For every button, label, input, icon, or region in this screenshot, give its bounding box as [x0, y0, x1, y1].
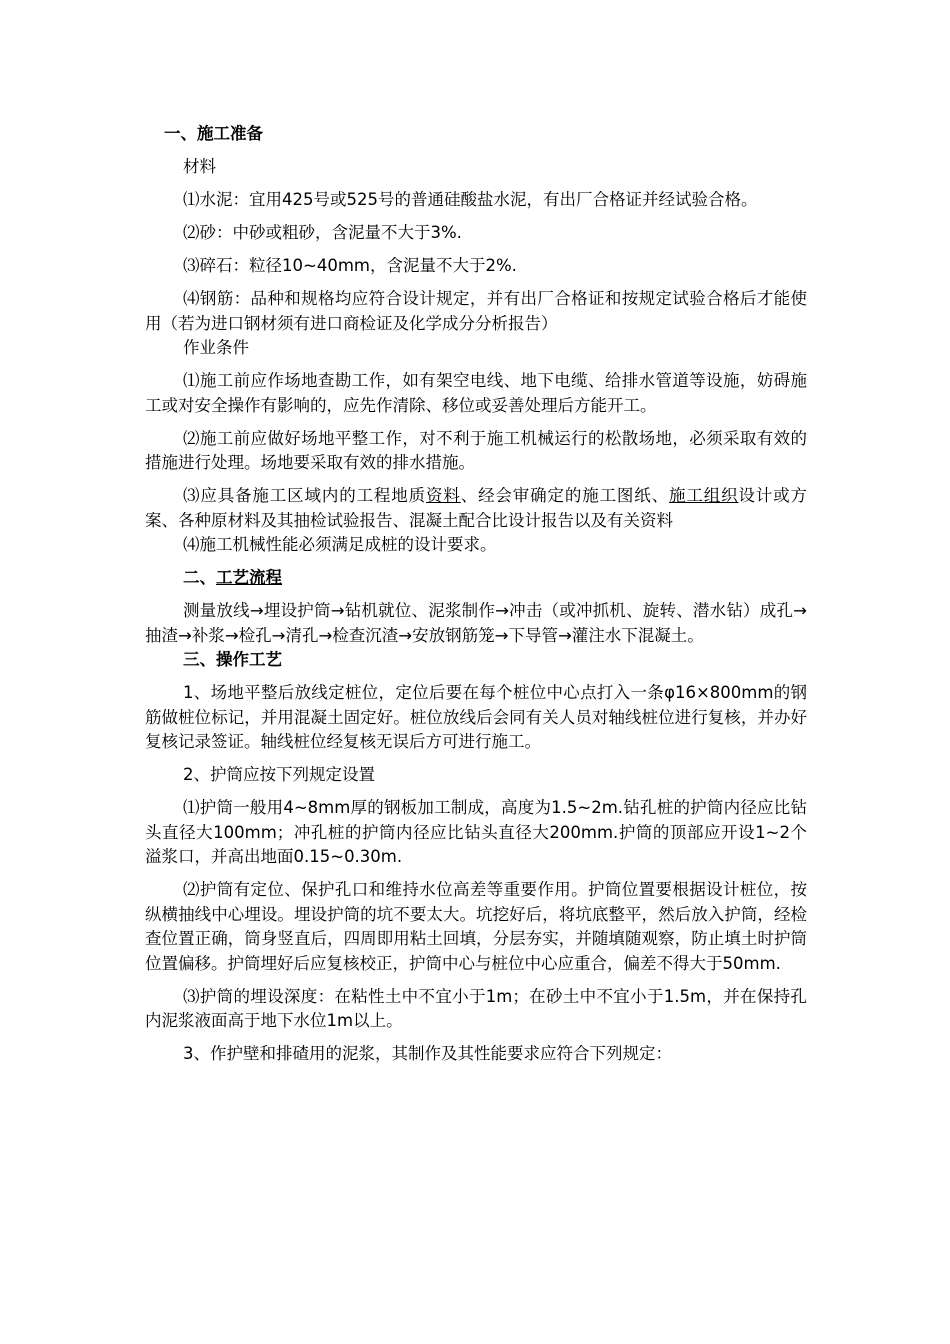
conditions-label: 作业条件	[183, 338, 249, 357]
step-3: 3、作护壁和排碴用的泥浆，其制作及其性能要求应符合下列规定：	[183, 1044, 672, 1063]
section-3-title: 三、操作工艺	[183, 650, 282, 669]
step-2: 2、护筒应按下列规定设置	[183, 765, 375, 784]
condition-3-text-a: ⑶应具备施工区域内的工程地质	[183, 486, 426, 505]
step-2-1: ⑴护筒一般用4~8mm厚的钢板加工制成，高度为1.5~2m.钻孔桩的护筒内径应比钻头直径大100mm；冲孔桩的护筒内径应比钻头直径大200mm.护筒的顶部应开设1~2个溢浆口，并高出地面0.15~0.30m.	[145, 798, 807, 866]
step-2-3: ⑶护筒的埋设深度：在粘性土中不宜小于1m；在砂土中不宜小于1.5m，并在保持孔内泥浆液面高于地下水位1m以上。	[145, 986, 807, 1030]
link-geology-data[interactable]: 资料	[426, 486, 461, 505]
condition-3	[145, 484, 807, 533]
condition-4: ⑷施工机械性能必须满足成桩的设计要求。	[183, 535, 497, 554]
section-1-title: 一、施工准备	[164, 124, 263, 143]
step-2-2: ⑵护筒有定位、保护孔口和维持水位高差等重要作用。护筒位置要根据设计桩位，按纵横抽线中心埋设。埋设护筒的坑不要太大。坑挖好后，将坑底整平，然后放入护筒，经检查位置正确，筒身竖直后，四周即用粘土回填，分层夯实，并随填随观察，防止填土时护筒位置偏移。护筒埋好后应复核校正，护筒中心与桩位中心应重合，偏差不得大于50mm.	[145, 880, 807, 973]
condition-3-text-e: 设计或方案、各种原材料及其抽检试验报告、混凝土配合比设计报告以及有关资料	[145, 486, 808, 530]
material-sand: ⑵砂：中砂或粗砂，含泥量不大于3%.	[183, 223, 462, 242]
condition-3-text-c: 、经会审确定的施工图纸、	[460, 486, 670, 505]
condition-2: ⑵施工前应做好场地平整工作，对不利于施工机械运行的松散场地，必须采取有效的措施进行处理。场地要采取有效的排水措施。	[145, 428, 807, 472]
material-rebar: ⑷钢筋：品种和规格均应符合设计规定，并有出厂合格证和按规定试验合格后才能使用（若为进口钢材须有进口商检证及化学成分分析报告）	[145, 289, 807, 333]
process-flow-text: 测量放线→埋设护筒→钻机就位、泥浆制作→冲击（或冲抓机、旋转、潜水钻）成孔→抽渣→补浆→检孔→清孔→检查沉渣→安放钢筋笼→下导管→灌注水下混凝土。	[145, 601, 807, 645]
section-2-title	[145, 566, 807, 591]
section-2-title-prefix: 二、	[183, 568, 216, 587]
condition-1: ⑴施工前应作场地查勘工作，如有架空电线、地下电缆、给排水管道等设施，妨碍施工或对安全操作有影响的，应先作清除、移位或妥善处理后方能开工。	[145, 371, 807, 415]
materials-label: 材料	[183, 157, 216, 176]
material-cement: ⑴水泥：宜用425号或525号的普通硅酸盐水泥，有出厂合格证并经试验合格。	[183, 190, 758, 209]
material-gravel: ⑶碎石：粒径10~40mm，含泥量不大于2%.	[183, 256, 517, 275]
link-construction-organization[interactable]: 施工组织	[669, 486, 739, 505]
document-body	[145, 122, 807, 1075]
link-process-flow[interactable]: 工艺流程	[216, 568, 282, 587]
step-1: 1、场地平整后放线定桩位，定位后要在每个桩位中心点打入一条φ16×800mm的钢筋做桩位标记，并用混凝土固定好。桩位放线后会同有关人员对轴线桩位进行复核，并办好复核记录签证。轴线桩位经复核无误后方可进行施工。	[145, 683, 807, 751]
